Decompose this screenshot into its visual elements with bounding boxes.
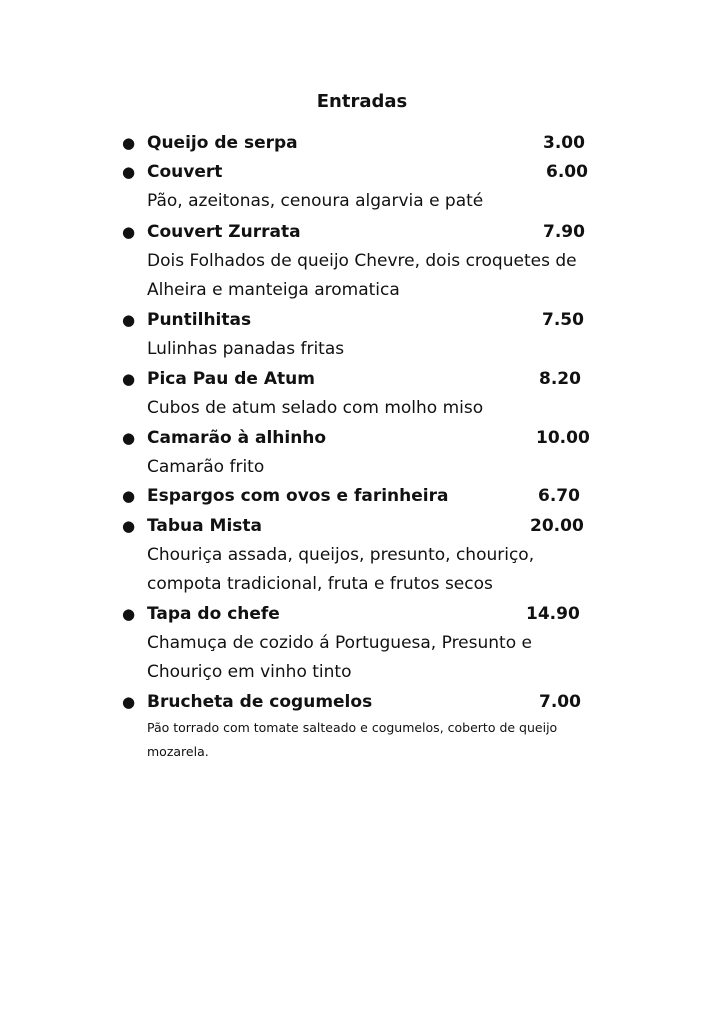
bullet-icon: ● [122, 311, 136, 329]
item-description-line: Camarão frito [147, 457, 265, 477]
item-price: 7.00 [539, 692, 581, 712]
item-description-line: mozarela. [147, 744, 209, 759]
item-description-line: Pão torrado com tomate salteado e cogumelos, coberto de queijo [147, 720, 558, 735]
page-title: Entradas [316, 91, 408, 112]
item-description-line: Cubos de atum selado com molho miso [147, 398, 484, 418]
bullet-icon: ● [122, 163, 136, 181]
bullet-icon: ● [122, 517, 136, 535]
item-price: 6.70 [538, 486, 580, 506]
bullet-icon: ● [122, 693, 136, 711]
menu-item [0, 218, 724, 247]
item-name: Tabua Mista [147, 516, 262, 536]
item-price: 8.20 [539, 369, 581, 389]
item-name: Espargos com ovos e farinheira [147, 486, 449, 506]
item-description [0, 247, 724, 276]
bullet-icon: ● [122, 487, 136, 505]
item-name: Puntilhitas [147, 310, 252, 330]
item-name: Camarão à alhinho [147, 428, 327, 448]
menu-item [0, 129, 724, 158]
item-name: Couvert Zurrata [147, 222, 301, 242]
item-name: Pica Pau de Atum [147, 369, 315, 389]
item-price: 20.00 [530, 516, 584, 536]
item-description-line: Chouriça assada, queijos, presunto, chouriço, [147, 545, 535, 565]
item-description [0, 187, 724, 216]
menu-item [0, 600, 724, 629]
item-description [0, 658, 724, 687]
item-name: Queijo de serpa [147, 133, 298, 153]
item-description-line: Chamuça de cozido á Portuguesa, Presunto e [147, 633, 532, 653]
item-description [0, 629, 724, 658]
item-name: Tapa do chefe [147, 604, 280, 624]
item-description-line: Alheira e manteiga aromatica [147, 280, 400, 300]
item-description [0, 453, 724, 482]
menu-item [0, 512, 724, 541]
bullet-icon: ● [122, 429, 136, 447]
menu-item [0, 306, 724, 335]
item-price: 10.00 [536, 428, 590, 448]
bullet-icon: ● [122, 134, 136, 152]
item-price: 7.90 [543, 222, 585, 242]
menu-item [0, 365, 724, 394]
item-price: 7.50 [542, 310, 584, 330]
item-description-line: Dois Folhados de queijo Chevre, dois croquetes de [147, 251, 577, 271]
item-price: 6.00 [546, 162, 588, 182]
item-description-line: compota tradicional, fruta e frutos secos [147, 574, 493, 594]
menu-item [0, 158, 724, 187]
bullet-icon: ● [122, 370, 136, 388]
item-description-line: Chouriço em vinho tinto [147, 662, 352, 682]
item-price: 14.90 [526, 604, 580, 624]
item-name: Brucheta de cogumelos [147, 692, 373, 712]
item-description [0, 570, 724, 599]
item-description [0, 541, 724, 570]
item-description [0, 394, 724, 423]
menu-item [0, 482, 724, 511]
item-description-line: Lulinhas panadas fritas [147, 339, 345, 359]
menu-item [0, 424, 724, 453]
menu-item [0, 688, 724, 717]
item-name: Couvert [147, 162, 223, 182]
bullet-icon: ● [122, 223, 136, 241]
bullet-icon: ● [122, 605, 136, 623]
item-price: 3.00 [543, 133, 585, 153]
item-description-line: Pão, azeitonas, cenoura algarvia e paté [147, 191, 484, 211]
item-description [0, 276, 724, 305]
item-description [0, 335, 724, 364]
